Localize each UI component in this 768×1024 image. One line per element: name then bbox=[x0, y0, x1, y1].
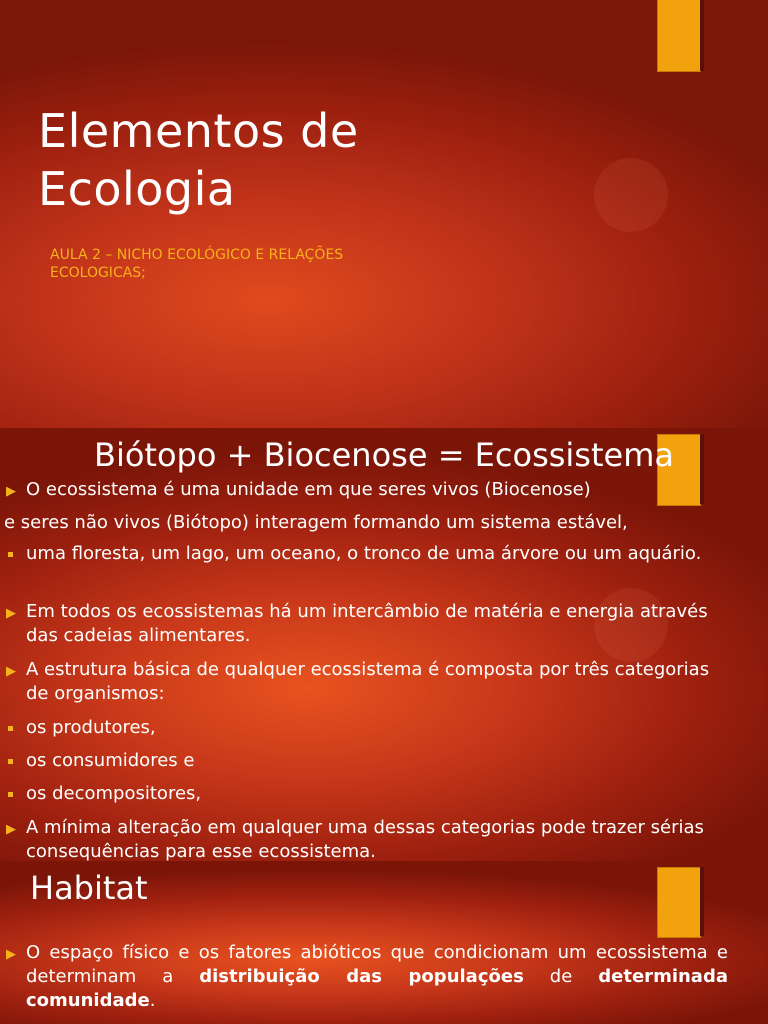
accent-tab bbox=[657, 867, 701, 938]
accent-tab bbox=[657, 0, 701, 72]
list-item bbox=[0, 542, 740, 590]
list-item bbox=[0, 511, 740, 535]
list-item bbox=[0, 816, 740, 861]
slide-1-title bbox=[38, 102, 359, 218]
list-item bbox=[0, 600, 740, 648]
list-item-text: os decompositores, bbox=[26, 783, 202, 804]
arrow-bullet-icon: ▶ bbox=[6, 606, 16, 621]
slide-2-title: Biótopo + Biocenose = Ecossistema bbox=[94, 436, 674, 474]
habitat-paragraph bbox=[26, 941, 728, 1013]
text-fragment: de bbox=[523, 966, 599, 987]
square-bullet-icon bbox=[8, 759, 13, 764]
bold-text: determinada comunidade bbox=[26, 966, 728, 1011]
text-fragment: . bbox=[149, 990, 156, 1011]
arrow-bullet-icon: ▶ bbox=[6, 664, 16, 679]
text-fragment: O espaço físico e os fatores abióticos que condicionam um ecossistema e determinam a bbox=[26, 942, 728, 987]
list-item bbox=[0, 478, 740, 502]
list-item bbox=[0, 749, 740, 773]
list-item bbox=[0, 716, 740, 740]
list-item-text: os consumidores e bbox=[26, 750, 195, 771]
list-item-text: Em todos os ecossistemas há um intercâmbio de matéria e energia através das cadeias alimentares. bbox=[26, 601, 708, 646]
list-item-text: os produtores, bbox=[26, 717, 156, 738]
square-bullet-icon bbox=[8, 726, 13, 731]
list-item bbox=[0, 658, 740, 706]
slide-2 bbox=[0, 428, 768, 861]
title-line-2: Ecologia bbox=[38, 162, 236, 216]
square-bullet-icon bbox=[8, 792, 13, 797]
slide-3-title: Habitat bbox=[30, 869, 148, 907]
list-item-text: uma floresta, um lago, um oceano, o tronco de uma árvore ou um aquário. bbox=[26, 543, 702, 564]
slide-1-subtitle: AULA 2 – NICHO ECOLÓGICO E RELAÇÕES ECOLOGICAS; bbox=[50, 247, 344, 281]
list-item-text: e seres não vivos (Biótopo) interagem formando um sistema estável, bbox=[4, 512, 628, 533]
arrow-bullet-icon: ▶ bbox=[6, 822, 16, 837]
tab-shadow bbox=[700, 0, 704, 71]
slide-1 bbox=[0, 0, 768, 428]
arrow-bullet-icon: ▶ bbox=[6, 947, 16, 962]
tab-shadow bbox=[700, 867, 704, 936]
list-item bbox=[0, 782, 740, 806]
list-item-text: A estrutura básica de qualquer ecossistema é composta por três categorias de organismos: bbox=[26, 659, 710, 704]
slide-3 bbox=[0, 861, 768, 1024]
list-item bbox=[0, 941, 740, 1013]
arrow-bullet-icon: ▶ bbox=[6, 484, 16, 499]
decorative-orb bbox=[594, 158, 668, 232]
square-bullet-icon bbox=[8, 552, 13, 557]
title-line-1: Elementos de bbox=[38, 104, 359, 158]
bold-text: distribuição das populações bbox=[199, 966, 524, 987]
list-item-text: O ecossistema é uma unidade em que seres vivos (Biocenose) bbox=[26, 479, 591, 500]
list-item-text: A mínima alteração em qualquer uma dessas categorias pode trazer sérias consequências para esse ecossistema. bbox=[26, 817, 704, 861]
